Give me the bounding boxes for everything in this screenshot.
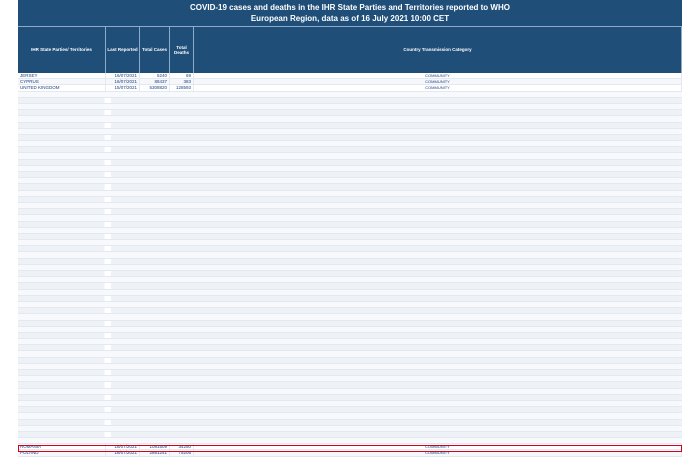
column-header: Total Deaths: [170, 27, 194, 73]
country-cell: JERSEY: [18, 73, 106, 78]
column-header: Total Cases: [140, 27, 170, 73]
table-cell: 128593: [170, 85, 194, 90]
table-cell: COMMUNITY: [194, 450, 682, 455]
country-cell: UNITED KINGDOM: [18, 85, 106, 90]
table-cell: 69: [170, 73, 194, 78]
table-cell: COMMUNITY: [194, 85, 682, 90]
table-cell: 16/07/2021: [106, 73, 140, 78]
table-cell: 16/07/2021: [106, 79, 140, 84]
highlight-box: [18, 445, 682, 452]
table-cell: 383: [170, 79, 194, 84]
table-cell: 16/07/2021: [106, 444, 140, 449]
table-cell: 16/07/2021: [106, 450, 140, 455]
table-cell: 1081509: [140, 444, 170, 449]
report-title-line2: European Region, data as of 16 July 2021 10:00 CET: [250, 14, 450, 23]
report-sheet: [18, 0, 682, 460]
table-cell: COMMUNITY: [194, 444, 682, 449]
table-cell: 5240: [140, 73, 170, 78]
column-header: Country Transmission Category: [194, 27, 682, 73]
report-title-line1: COVID-19 cases and deaths in the IHR State Parties and Territories reported to WHO: [190, 3, 510, 12]
table-cell: COMMUNITY: [194, 79, 682, 84]
table-cell: 2881241: [140, 450, 170, 455]
table-cell: 88437: [140, 79, 170, 84]
table-body: [18, 73, 682, 457]
table-cell: 34250: [170, 444, 194, 449]
table-cell: 5308820: [140, 85, 170, 90]
report-title: [18, 0, 682, 26]
country-cell: POLAND: [18, 450, 106, 455]
table-cell: 15/07/2021: [106, 85, 140, 90]
country-cell: ROMANIA: [18, 444, 106, 449]
country-cell: CYPRUS: [18, 79, 106, 84]
table-cell: COMMUNITY: [194, 73, 682, 78]
table-header: [18, 26, 682, 73]
column-header: Last Reported: [106, 27, 140, 73]
column-header: IHR State Parties/ Territories: [18, 27, 106, 73]
table-cell: 75205: [170, 450, 194, 455]
